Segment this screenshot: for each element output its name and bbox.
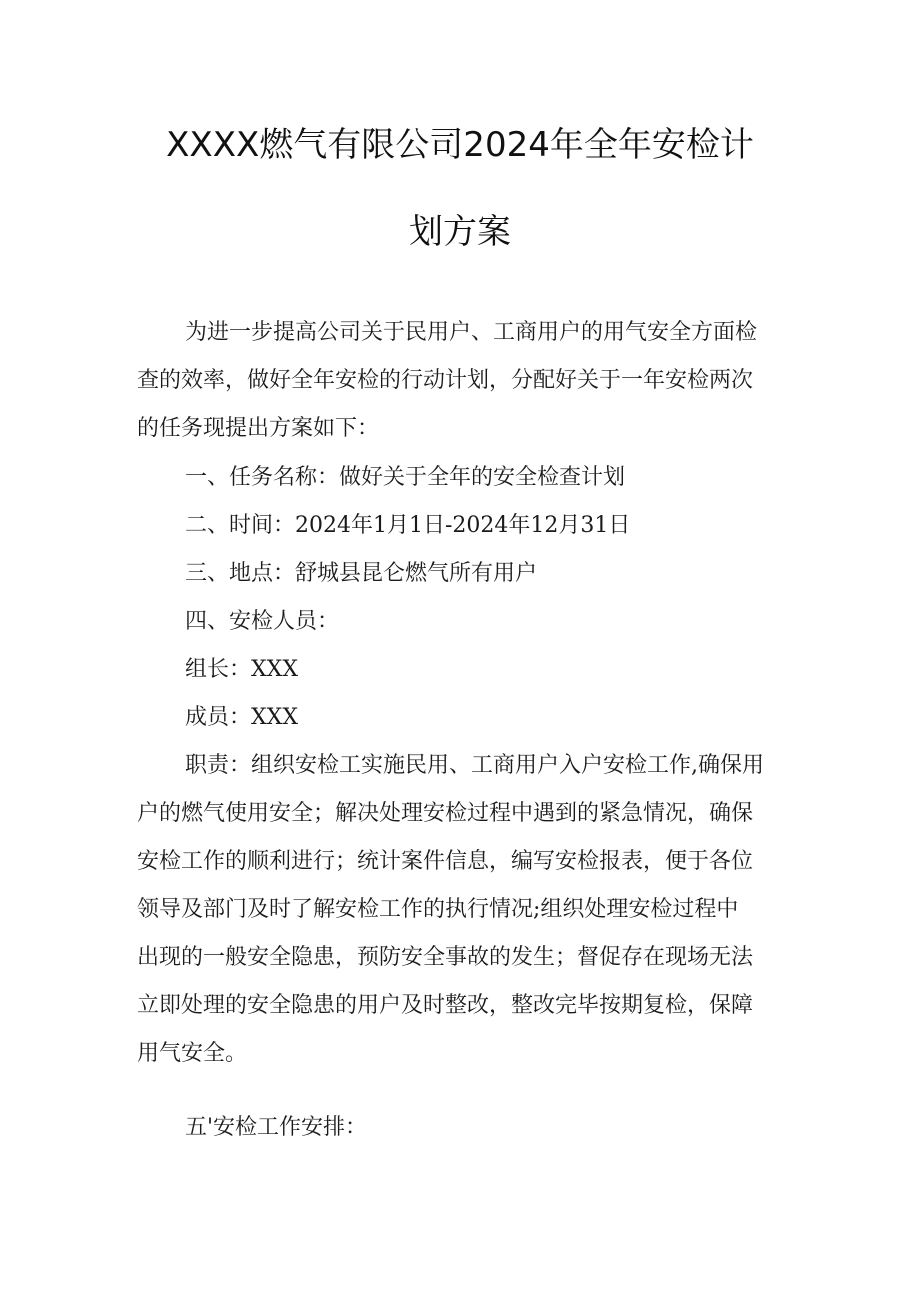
inspectors-item: 四、安检人员： [185,609,340,634]
duty-line: 领导及部门及时了解安检工作的执行情况;组织处理安检过程中 [137,897,739,922]
task-name-item: 一、任务名称：做好关于全年的安全检查计划 [185,465,626,490]
duty-line: 安检工作的顺利进行；统计案件信息，编写安检报表，便于各位 [137,849,754,874]
leader-line: 组长：XXX [185,657,298,682]
intro-line: 查的效率，做好全年安检的行动计划，分配好关于一年安检两次 [137,368,754,393]
duty-line: 立即处理的安全隐患的用户及时整改，整改完毕按期复检，保障 [137,993,754,1018]
duty-line: 用气安全。 [137,1041,248,1066]
intro-line: 为进一步提高公司关于民用户、工商用户的用气安全方面检 [185,320,758,345]
work-arrangement-item: 五'安检工作安排： [185,1115,368,1140]
duty-line: 出现的一般安全隐患，预防安全事故的发生；督促存在现场无法 [137,945,754,970]
document-title-line-2: 划方案 [409,212,511,252]
duty-line: 职责：组织安检工实施民用、工商用户入户安检工作,确保用 [185,753,764,778]
duty-line: 户的燃气使用安全；解决处理安检过程中遇到的紧急情况，确保 [137,801,754,826]
members-line: 成员：XXX [185,705,298,730]
time-item: 二、时间：2024年1月1日-2024年12月31日 [185,513,631,538]
document-title-line-1: XXXX燃气有限公司2024年全年安检计 [166,125,754,165]
location-item: 三、地点：舒城县昆仑燃气所有用户 [185,561,538,586]
intro-line: 的任务现提出方案如下： [137,416,380,441]
